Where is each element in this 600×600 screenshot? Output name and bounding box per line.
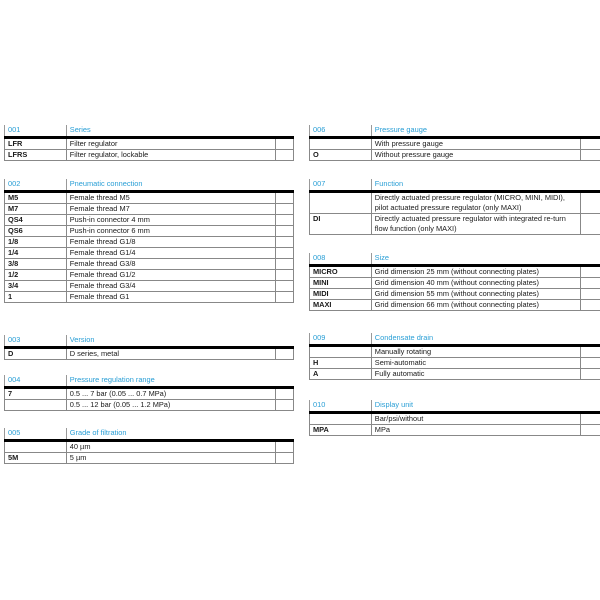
- option-code: D: [5, 348, 67, 360]
- table-row: [310, 214, 600, 235]
- section-title: Version: [66, 335, 275, 348]
- section-code: 005: [5, 428, 67, 441]
- section-header: [5, 125, 294, 138]
- option-description: Female thread G1/2: [66, 270, 275, 281]
- option-code: [310, 346, 372, 358]
- option-code: QS4: [5, 215, 67, 226]
- section-header: [5, 375, 294, 388]
- section-header: [310, 179, 600, 192]
- section-code: 007: [310, 179, 372, 192]
- option-code: O: [310, 150, 372, 161]
- option-selection-cell: [581, 413, 600, 425]
- option-selection-cell: [581, 192, 600, 214]
- section-spacer: [581, 179, 600, 192]
- option-description: 40 µm: [66, 441, 275, 453]
- option-description: Semi-automatic: [371, 358, 580, 369]
- table-row: [5, 150, 294, 161]
- option-selection-cell: [581, 346, 600, 358]
- option-description: 5 µm: [66, 453, 275, 464]
- option-selection-cell: [581, 266, 600, 278]
- option-code: M5: [5, 192, 67, 204]
- option-selection-cell: [276, 192, 294, 204]
- table-row: [310, 369, 600, 380]
- section-table-003: [4, 335, 294, 360]
- section-title: Condensate drain: [371, 333, 580, 346]
- option-code: 3/4: [5, 281, 67, 292]
- section-code: 008: [310, 253, 372, 266]
- option-selection-cell: [276, 150, 294, 161]
- option-selection-cell: [276, 388, 294, 400]
- table-row: [5, 348, 294, 360]
- option-code: H: [310, 358, 372, 369]
- table-row: [5, 248, 294, 259]
- section-table-005: [4, 428, 294, 464]
- option-description: Directly actuated pressure regulator (MICRO, MINI, MIDI), pilot actuated pressure regulator (only MAXI): [371, 192, 580, 214]
- table-row: [5, 400, 294, 411]
- option-code: MAXI: [310, 300, 372, 311]
- option-description: Filter regulator: [66, 138, 275, 150]
- option-selection-cell: [276, 281, 294, 292]
- option-selection-cell: [581, 278, 600, 289]
- table-row: [310, 358, 600, 369]
- section-table-010: [309, 400, 600, 436]
- option-code: 1: [5, 292, 67, 303]
- table-row: [5, 226, 294, 237]
- option-selection-cell: [276, 259, 294, 270]
- option-code: 5M: [5, 453, 67, 464]
- section-code: 002: [5, 179, 67, 192]
- table-row: [310, 138, 600, 150]
- section-header: [5, 428, 294, 441]
- section-table-008: [309, 253, 600, 311]
- option-selection-cell: [581, 138, 600, 150]
- table-row: [310, 300, 600, 311]
- option-description: Filter regulator, lockable: [66, 150, 275, 161]
- option-code: 7: [5, 388, 67, 400]
- table-row: [5, 192, 294, 204]
- option-description: Grid dimension 55 mm (without connecting plates): [371, 289, 581, 300]
- section-title: Display unit: [371, 400, 580, 413]
- option-description: Bar/psi/without: [371, 413, 580, 425]
- section-spacer: [276, 428, 294, 441]
- option-description: 0.5 ... 7 bar (0.05 ... 0.7 MPa): [66, 388, 275, 400]
- table-row: [5, 138, 294, 150]
- option-description: With pressure gauge: [371, 138, 580, 150]
- option-description: Female thread M7: [66, 204, 275, 215]
- option-code: QS6: [5, 226, 67, 237]
- section-table-002: [4, 179, 294, 303]
- section-code: 010: [310, 400, 372, 413]
- section-header: [310, 253, 600, 266]
- section-header: [5, 335, 294, 348]
- table-row: [5, 292, 294, 303]
- option-selection-cell: [276, 441, 294, 453]
- option-selection-cell: [581, 425, 600, 436]
- option-description: Female thread G1/8: [66, 237, 275, 248]
- option-selection-cell: [581, 369, 600, 380]
- section-spacer: [581, 333, 600, 346]
- option-description: Female thread G3/8: [66, 259, 275, 270]
- section-title: Grade of filtration: [66, 428, 275, 441]
- section-code: 006: [310, 125, 372, 138]
- section-header: [310, 333, 600, 346]
- option-code: A: [310, 369, 372, 380]
- option-selection-cell: [276, 270, 294, 281]
- option-code: 1/2: [5, 270, 67, 281]
- section-title: Function: [371, 179, 580, 192]
- section-code: 001: [5, 125, 67, 138]
- section-code: 004: [5, 375, 67, 388]
- section-table-007: [309, 179, 600, 235]
- option-code: 1/8: [5, 237, 67, 248]
- option-description: Female thread G1: [66, 292, 275, 303]
- section-spacer: [581, 253, 600, 266]
- option-code: MPA: [310, 425, 372, 436]
- table-row: [310, 278, 600, 289]
- table-row: [5, 453, 294, 464]
- section-spacer: [276, 375, 294, 388]
- option-selection-cell: [276, 237, 294, 248]
- section-spacer: [581, 400, 600, 413]
- section-table-006: [309, 125, 600, 161]
- option-selection-cell: [276, 226, 294, 237]
- option-code: MICRO: [310, 266, 372, 278]
- option-code: 3/8: [5, 259, 67, 270]
- option-code: [310, 192, 372, 214]
- option-description: Directly actuated pressure regulator with integrated re-turn flow function (only MAXI): [371, 214, 580, 235]
- table-row: [310, 346, 600, 358]
- section-table-001: [4, 125, 294, 161]
- option-description: Grid dimension 66 mm (without connecting plates): [371, 300, 581, 311]
- option-code: LFR: [5, 138, 67, 150]
- section-spacer: [276, 179, 294, 192]
- option-code: [310, 138, 372, 150]
- option-description: Female thread G1/4: [66, 248, 275, 259]
- option-description: Manually rotating: [371, 346, 580, 358]
- option-description: Without pressure gauge: [371, 150, 580, 161]
- option-description: 0.5 ... 12 bar (0.05 ... 1.2 MPa): [66, 400, 275, 411]
- option-description: D series, metal: [66, 348, 275, 360]
- table-row: [310, 289, 600, 300]
- table-row: [5, 215, 294, 226]
- option-selection-cell: [276, 138, 294, 150]
- section-title: Pneumatic connection: [66, 179, 275, 192]
- option-description: Grid dimension 25 mm (without connecting plates): [371, 266, 581, 278]
- table-row: [5, 281, 294, 292]
- section-spacer: [276, 125, 294, 138]
- section-spacer: [581, 125, 600, 138]
- section-title: Size: [371, 253, 581, 266]
- option-code: 1/4: [5, 248, 67, 259]
- section-code: 009: [310, 333, 372, 346]
- option-description: Push-in connector 6 mm: [66, 226, 275, 237]
- table-row: [310, 425, 600, 436]
- option-selection-cell: [276, 453, 294, 464]
- option-description: Female thread G3/4: [66, 281, 275, 292]
- option-code: [5, 400, 67, 411]
- section-title: Series: [66, 125, 275, 138]
- table-row: [310, 150, 600, 161]
- section-table-004: [4, 375, 294, 411]
- option-code: DI: [310, 214, 372, 235]
- option-description: Grid dimension 40 mm (without connecting plates): [371, 278, 581, 289]
- option-code: [5, 441, 67, 453]
- option-selection-cell: [276, 400, 294, 411]
- table-row: [5, 388, 294, 400]
- option-selection-cell: [276, 348, 294, 360]
- option-selection-cell: [581, 300, 600, 311]
- section-code: 003: [5, 335, 67, 348]
- option-selection-cell: [276, 292, 294, 303]
- table-row: [5, 204, 294, 215]
- option-description: MPa: [371, 425, 580, 436]
- table-row: [5, 441, 294, 453]
- option-selection-cell: [276, 215, 294, 226]
- option-code: MINI: [310, 278, 372, 289]
- option-selection-cell: [581, 358, 600, 369]
- section-title: Pressure regulation range: [66, 375, 275, 388]
- table-row: [310, 413, 600, 425]
- option-code: M7: [5, 204, 67, 215]
- section-header: [310, 125, 600, 138]
- section-header: [5, 179, 294, 192]
- option-code: LFRS: [5, 150, 67, 161]
- section-spacer: [276, 335, 294, 348]
- option-selection-cell: [581, 150, 600, 161]
- table-row: [5, 237, 294, 248]
- option-selection-cell: [581, 289, 600, 300]
- section-header: [310, 400, 600, 413]
- option-description: Push-in connector 4 mm: [66, 215, 275, 226]
- option-selection-cell: [276, 204, 294, 215]
- option-description: Female thread M5: [66, 192, 275, 204]
- table-row: [5, 270, 294, 281]
- option-selection-cell: [581, 214, 600, 235]
- table-row: [5, 259, 294, 270]
- section-title: Pressure gauge: [371, 125, 580, 138]
- option-selection-cell: [276, 248, 294, 259]
- option-description: Fully automatic: [371, 369, 580, 380]
- section-table-009: [309, 333, 600, 380]
- option-code: MIDI: [310, 289, 372, 300]
- option-code: [310, 413, 372, 425]
- table-row: [310, 266, 600, 278]
- table-row: [310, 192, 600, 214]
